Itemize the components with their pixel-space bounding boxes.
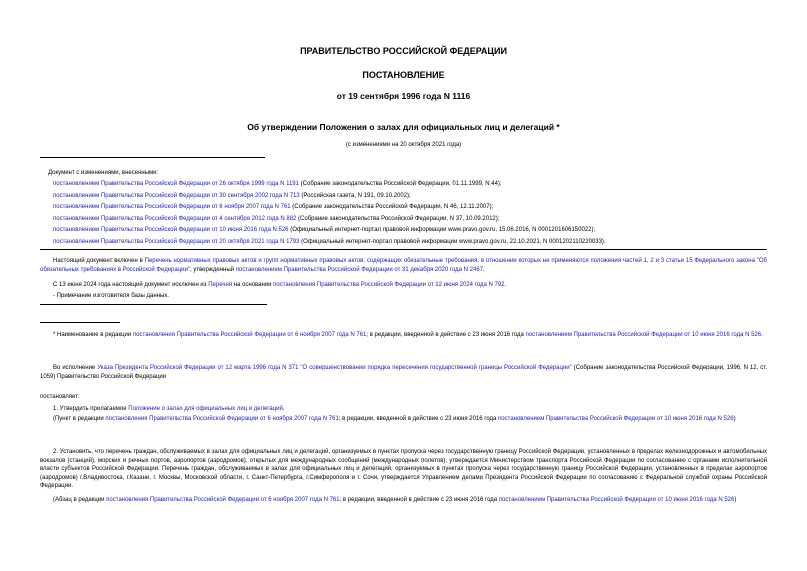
changes-item-source: (Собрание законодательства Российской Федерации, N 46, 12.11.2007); [290, 204, 494, 210]
changes-item-link[interactable]: постановлением Правительства Российской Федерации от 20 октября 2021 года N 1793 [53, 238, 300, 245]
database-note: - Примечание изготовителя базы данных. [53, 293, 169, 299]
changes-item-source: (Официальный интернет-портал правовой информации www.pravo.gov.ru, 15.06.2016, N 0001201606150022); [288, 227, 596, 233]
resolution-761-link[interactable]: постановления Правительства Российской Федерации от 6 ноября 2007 года N 761 [132, 332, 367, 338]
item-2-note: (Абзац в редакции постановления Правительства Российской Федерации от 6 ноября 2007 года N 761; в редакции, введенной в действие с 23 июня 2016 года постановлением Правительства Российской Федерации от 10 июня 2016 года N 526) [53, 497, 737, 503]
changes-item [53, 215, 499, 223]
changes-item-source: (Официальный интернет-портал правовой информации www.pravo.gov.ru, 22.10.2021, N 0001202110220033). [299, 238, 606, 245]
resolves-label: постановляет: [40, 394, 80, 400]
document-date-number: от 19 сентября 1996 года N 1116 [336, 91, 471, 101]
changes-item-link[interactable]: постановлением Правительства Российской Федерации от 10 июня 2016 года N 526 [53, 227, 289, 233]
document-type-heading: ПОСТАНОВЛЕНИЕ [362, 70, 445, 80]
header-divider [40, 157, 265, 158]
notice-divider-top [40, 249, 767, 250]
changes-item-link[interactable]: постановлением Правительства Российской Федерации от 30 сентября 2002 года N 713 [53, 192, 300, 199]
changes-item-link[interactable]: постановлением Правительства Российской Федерации от 6 ноября 2007 года N 761 [53, 204, 291, 210]
notice-paragraph-2: С 13 июня 2024 года настоящий документ исключен из Перечня на основании постановления Правительства Российской Федерации от 12 июня 2024 года N 792. [53, 282, 507, 288]
title-footnote: * Наименование в редакции постановления Правительства Российской Федерации от 6 ноября 2007 года N 761; в редакции, введенной в действие с 23 июня 2016 года постановлением Правительства Российской Федерации от 10 июня 2016 года N 526. [53, 332, 763, 338]
changes-item-source: (Собрание законодательства Российской Федерации, N 37, 10.09.2012); [296, 215, 500, 222]
item-1: 1. Утвердить прилагаемое Положение о залах для официальных лиц и делегаций. [53, 406, 285, 412]
resolution-761-link[interactable]: постановления Правительства Российской Федерации от 6 ноября 2007 года N 761 [105, 416, 339, 422]
item-2: 2. Установить, что перечень граждан, обслуживаемых в залах для официальных лиц и делегаций, организуемых в пунктах пропуска через государственную границу Российской Федерации, установленных в пределах железнодорожных и автомобильных вокзалов (станций), морских и речных портов, аэропортов (аэродромов), открытых для международных сообщений (международных полетов), утверждается Министерством транспорта Российской Федерации по согласованию с органами исполнительной власти субъектов Российской Федерации. Перечень граждан, обслуживаемых в залах для официальных лиц и делегаций, организуемых в пунктах пропуска через государственную границу Российской Федерации, установленных в пределах аэропортов (аэродромов) г.Владивостока, г.Казани, г. Москвы, Московской области, г. Санкт-Петербурга, г.Симферополя и г. Сочи, утверждается Управлением делами Президента Российской Федерации по согласованию с Федеральной службой охраны Российской Федерации. [40, 449, 767, 490]
resolution-792-link[interactable]: постановления Правительства Российской Федерации от 12 июня 2024 года N 792 [273, 282, 505, 288]
resolution-526-link[interactable]: постановлением Правительства Российской Федерации от 10 июня 2016 года N 526 [498, 416, 734, 422]
resolution-2467-link[interactable]: постановлением Правительства Российской Федерации от 31 декабря 2020 года N 2467 [235, 266, 484, 273]
presidential-decree-371-link[interactable]: Указа Президента Российской Федерации от 12 марта 1996 года N 371 "О совершенствовании порядка пересечения государственной границы Российской Федерации" [97, 365, 572, 371]
changes-item [53, 226, 595, 234]
changes-item [53, 192, 411, 200]
government-heading: ПРАВИТЕЛЬСТВО РОССИЙСКОЙ ФЕДЕРАЦИИ [300, 46, 507, 56]
list-link[interactable]: Перечня [208, 282, 233, 288]
preamble: Во исполнение Указа Президента Российской Федерации от 12 марта 1996 года N 371 "О совершенствовании порядка пересечения государственной границы Российской Федерации" (Собрание законодательства Российской Федерации, 1996, N 12, ст. 1059) Правительство Российской Федерации [40, 365, 768, 380]
document-title: Об утверждении Положения о залах для официальных лиц и делегаций * [247, 122, 560, 132]
changes-item [53, 238, 606, 246]
resolution-526-link[interactable]: постановлением Правительства Российской Федерации от 10 июня 2016 года N 526 [498, 497, 735, 503]
notice-divider-bottom [40, 304, 267, 305]
changes-item-link[interactable]: постановлением Правительства Российской Федерации от 4 сентября 2012 года N 882 [53, 215, 297, 222]
resolution-761-link[interactable]: постановления Правительства Российской Федерации от 6 ноября 2007 года N 761 [106, 497, 340, 503]
changes-item-source: (Собрание законодательства Российской Федерации, 01.11.1999, N 44); [298, 181, 502, 187]
changes-item-source: (Российская газета, N 191, 09.10.2002); [299, 192, 411, 199]
notice-paragraph-1: Настоящий документ включен в Перечень нормативных правовых актов и групп нормативных правовых актов, содержащих обязательные требования, в отношении которых не применяются положения частей 1, 2 и 3 статьи 15 Федерального закона "Об обязательных требованиях в Российской Федерации", утвержденный постановлением Правительства Российской Федерации от 31 декабря 2020 года N 2467. [40, 258, 767, 273]
mandatory-requirements-list-link[interactable]: Перечень нормативных правовых актов и групп нормативных правовых актов, содержащих обязательные требования, в отношении которых не применяются положения частей 1, 2 и 3 статьи 15 Федерального закона "Об обязательных требованиях в Российской Федерации" [40, 258, 767, 273]
changes-intro: Документ с изменениями, внесенными: [48, 170, 159, 176]
regulation-link[interactable]: Положение о залах для официальных лиц и делегаций [128, 406, 283, 412]
changes-item [53, 180, 502, 188]
item-1-note: (Пункт в редакции постановления Правительства Российской Федерации от 6 ноября 2007 года N 761; в редакции, введенной в действие с 23 июня 2016 года постановлением Правительства Российской Федерации от 10 июня 2016 года N 526) [53, 416, 736, 422]
changes-item-link[interactable]: постановлением Правительства Российской Федерации от 26 октября 1999 года N 1191 [53, 181, 299, 187]
footnote-divider [40, 322, 120, 323]
changes-item [53, 203, 493, 211]
revision-note: (с изменениями на 20 октября 2021 года) [345, 142, 462, 148]
resolution-526-link[interactable]: постановлением Правительства Российской Федерации от 10 июня 2016 года N 526 [525, 332, 762, 338]
